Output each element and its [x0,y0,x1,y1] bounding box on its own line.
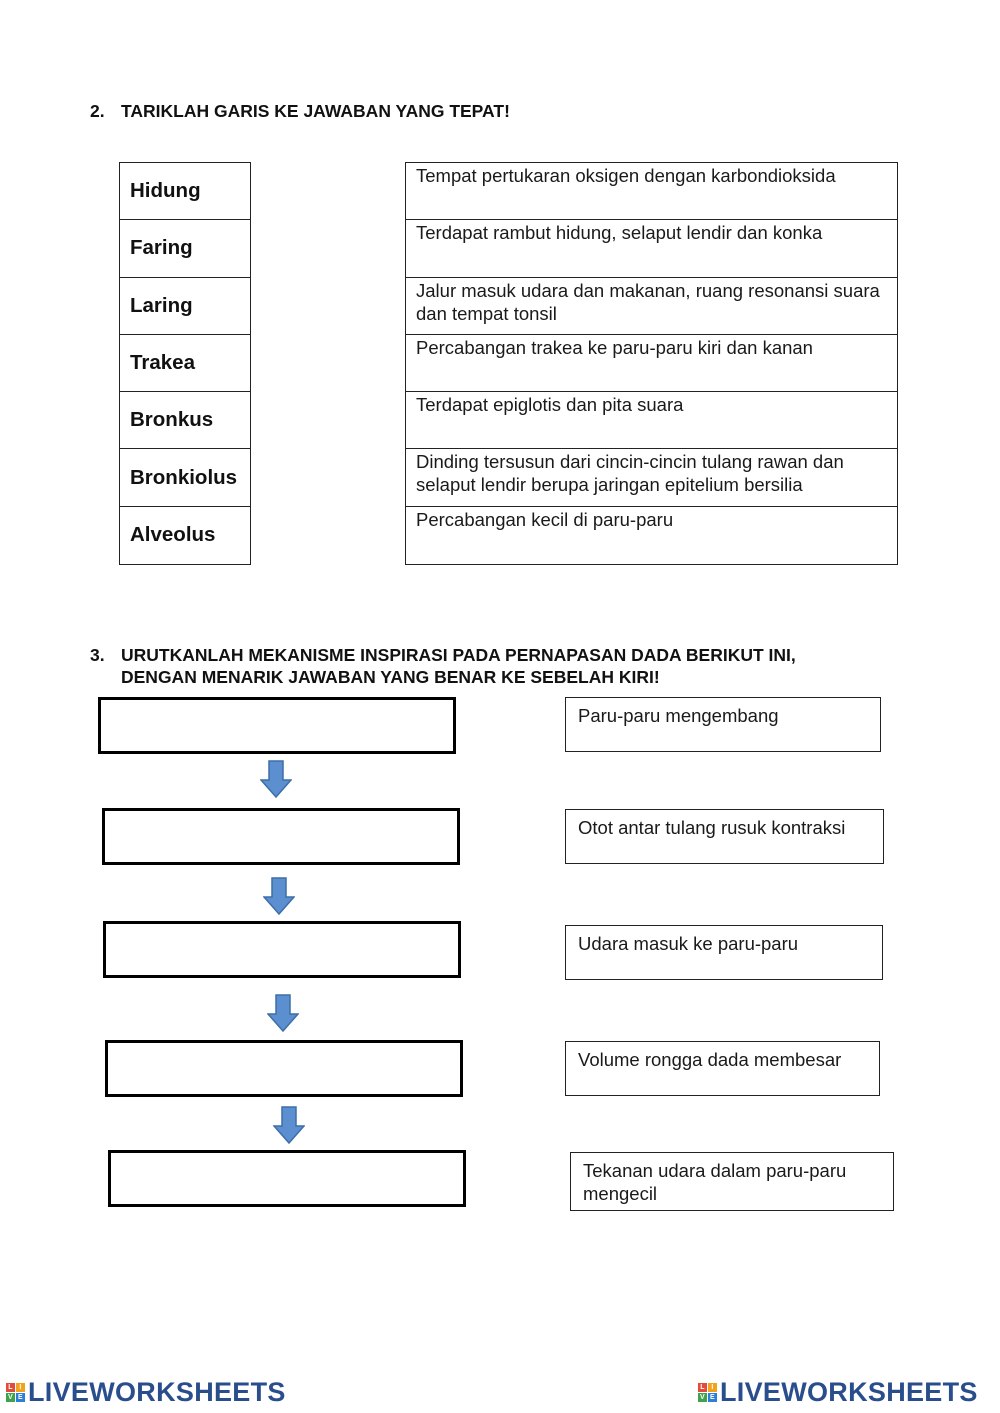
definitions-column [405,162,898,565]
terms-column [119,162,251,565]
question-2-heading [90,100,510,122]
definition-item[interactable]: Dinding tersusun dari cincin-cincin tulang rawan dan selaput lendir berupa jaringan epitelium bersilia [406,449,897,506]
question-2-text: TARIKLAH GARIS KE JAWABAN YANG TEPAT! [121,101,510,121]
term-laring[interactable]: Laring [120,278,250,335]
down-arrow-icon [273,1106,305,1144]
liveworksheets-logo-left [6,1377,286,1408]
answer-option[interactable]: Otot antar tulang rusuk kontraksi [565,809,884,864]
liveworksheets-icon: L I V E [6,1383,25,1402]
drop-box-4[interactable] [105,1040,463,1097]
definition-item[interactable]: Terdapat epiglotis dan pita suara [406,392,897,449]
term-hidung[interactable]: Hidung [120,163,250,220]
definition-item[interactable]: Percabangan kecil di paru-paru [416,508,674,530]
brand-text: LIVEWORKSHEETS [720,1377,978,1407]
term-trakea[interactable]: Trakea [120,335,250,392]
term-alveolus[interactable]: Alveolus [130,523,216,547]
liveworksheets-icon: L I V E [698,1383,717,1402]
drop-box-2[interactable] [102,808,460,865]
down-arrow-icon [263,877,295,915]
definition-item[interactable]: Jalur masuk udara dan makanan, ruang resonansi suara dan tempat tonsil [406,278,897,335]
definition-item[interactable]: Percabangan trakea ke paru-paru kiri dan kanan [406,335,897,392]
answer-option[interactable]: Paru-paru mengembang [565,697,881,752]
down-arrow-icon [267,994,299,1032]
term-faring[interactable]: Faring [120,220,250,277]
definition-item[interactable]: Terdapat rambut hidung, selaput lendir dan konka [406,220,897,277]
answer-option[interactable]: Tekanan udara dalam paru-paru mengecil [570,1152,894,1211]
question-2-number: 2. [90,101,105,121]
down-arrow-icon [260,760,292,798]
drop-box-3[interactable] [103,921,461,978]
term-bronkus[interactable]: Bronkus [120,392,250,449]
term-bronkiolus[interactable]: Bronkiolus [120,449,250,506]
answer-option[interactable]: Udara masuk ke paru-paru [565,925,883,980]
question-3-number: 3. [90,645,105,665]
question-3-text: URUTKANLAH MEKANISME INSPIRASI PADA PERNAPASAN DADA BERIKUT INI, DENGAN MENARIK JAWABAN YANG BENAR KE SEBELAH KIRI! [121,645,796,687]
liveworksheets-logo-right [698,1377,978,1408]
drop-box-5[interactable] [108,1150,466,1207]
drop-box-1[interactable] [98,697,456,754]
answer-option[interactable]: Volume rongga dada membesar [565,1041,880,1096]
brand-text: LIVEWORKSHEETS [28,1377,286,1407]
question-3-heading [90,644,796,688]
definition-item[interactable]: Tempat pertukaran oksigen dengan karbondioksida [406,163,897,220]
